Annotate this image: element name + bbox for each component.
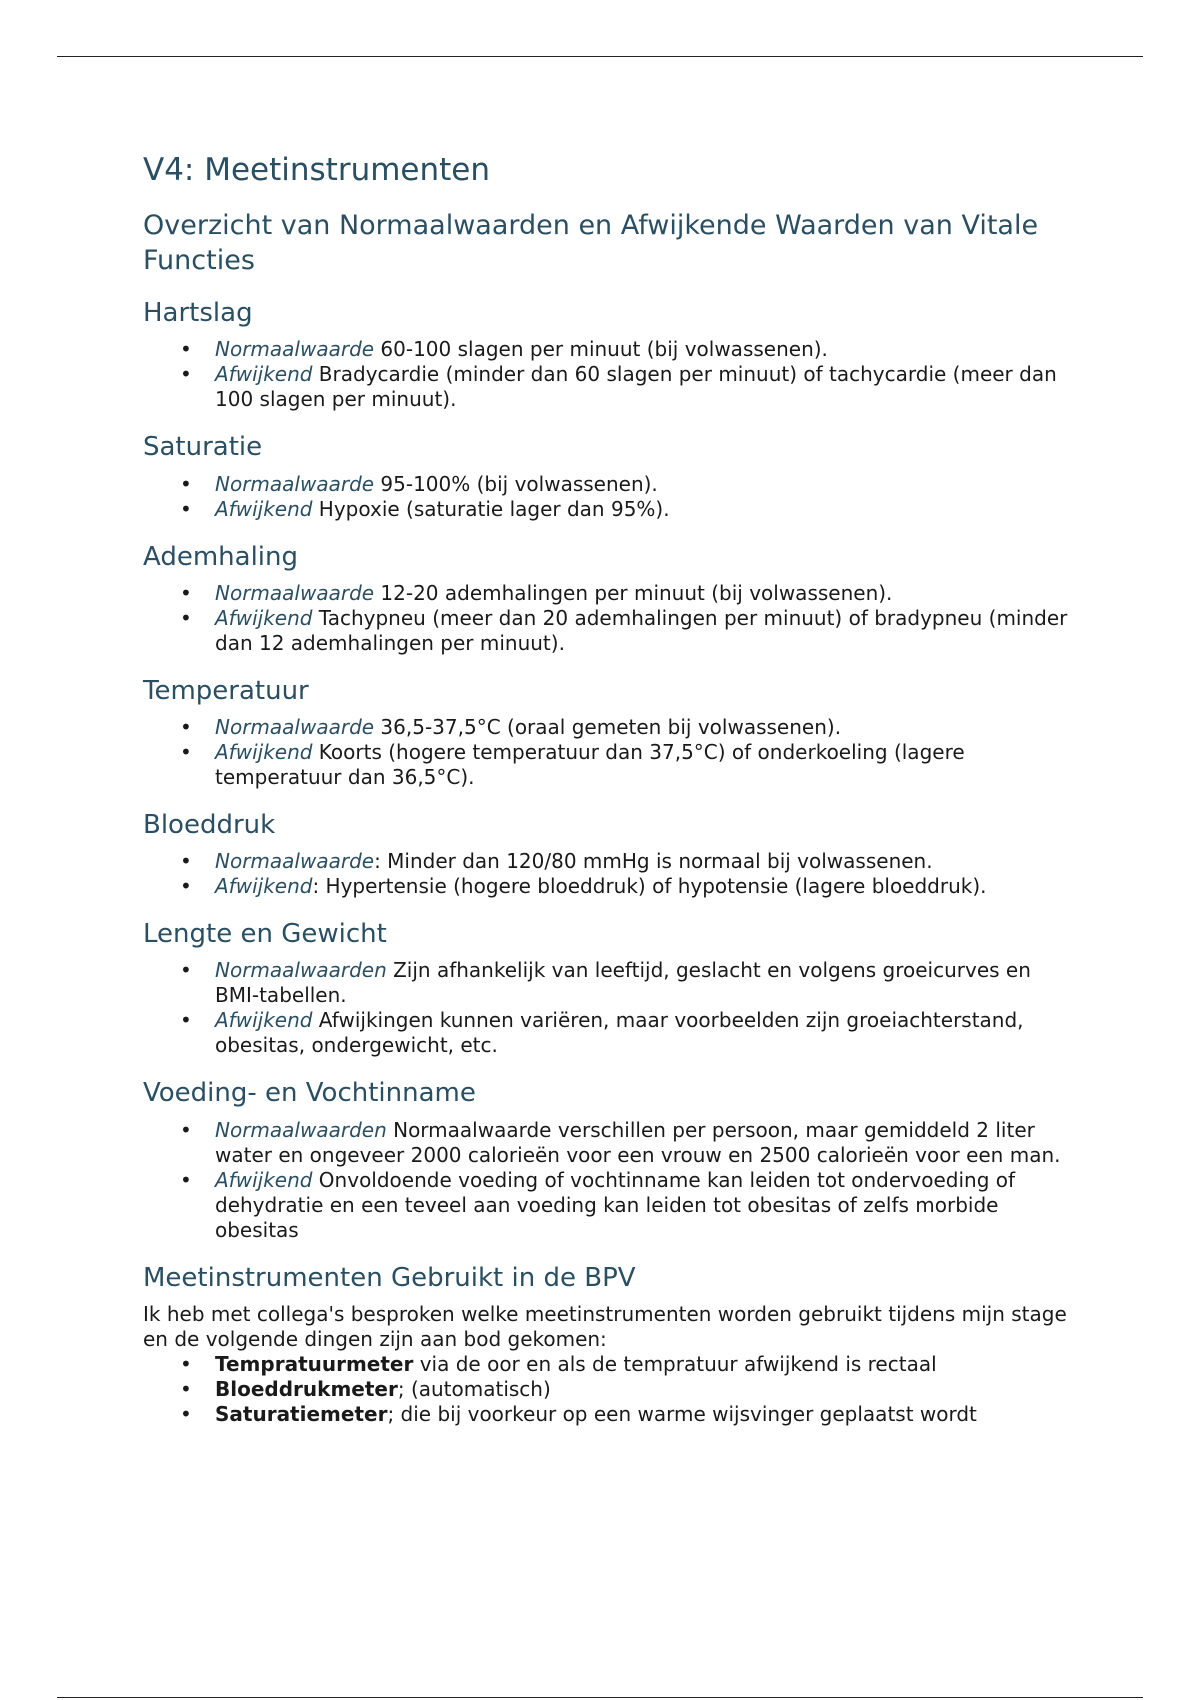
item-text: Onvoldoende voeding of vochtinname kan leiden tot ondervoeding of dehydratie en een teveel aan voeding kan leiden tot obesitas of zelfs morbide obesitas	[215, 1167, 1016, 1242]
item-text: Tachypneu (meer dan 20 ademhalingen per minuut) of bradypneu (minder dan 12 ademhalingen per minuut).	[215, 605, 1068, 655]
section-bpv	[143, 1263, 1073, 1427]
item-text: : Minder dan 120/80 mmHg is normaal bij volwassenen.	[374, 849, 933, 874]
item-label: Normaalwaarden	[215, 1117, 387, 1142]
page-title: V4: Meetinstrumenten	[143, 152, 491, 188]
item-label: Normaalwaarden	[215, 958, 387, 983]
item-text: Zijn afhankelijk van leeftijd, geslacht en volgens groeicurves en BMI-tabellen.	[215, 958, 1031, 1008]
value-list	[143, 1118, 1073, 1243]
list-item	[215, 874, 1073, 899]
header-rule	[57, 56, 1143, 57]
instrument-name: Tempratuurmeter	[215, 1351, 414, 1376]
item-text: 60-100 slagen per minuut (bij volwassenen).	[374, 337, 828, 362]
section-temperatuur	[143, 676, 1073, 790]
item-label: Normaalwaarde	[215, 580, 375, 605]
item-label: Afwijkend	[215, 605, 313, 630]
item-label: Normaalwaarde	[215, 471, 375, 496]
instrument-name: Saturatiemeter	[215, 1401, 388, 1426]
item-text: 36,5-37,5°C (oraal gemeten bij volwassenen).	[374, 715, 842, 740]
document-body	[143, 152, 1073, 1427]
section-ademhaling	[143, 542, 1073, 656]
list-item	[215, 581, 1073, 606]
value-list	[143, 849, 1073, 899]
instrument-name: Bloeddrukmeter	[215, 1376, 398, 1401]
list-item	[215, 337, 1073, 362]
list-item	[215, 1352, 1073, 1377]
list-item	[215, 849, 1073, 874]
list-item	[215, 497, 1073, 522]
item-text: 12-20 ademhalingen per minuut (bij volwassenen).	[374, 580, 893, 605]
section-voeding-en-vochtinname	[143, 1078, 1073, 1242]
item-label: Normaalwaarde	[215, 849, 375, 874]
section-heading: Temperatuur	[143, 675, 309, 706]
section-heading: Meetinstrumenten Gebruikt in de BPV	[143, 1262, 636, 1293]
item-label: Afwijkend	[215, 740, 313, 765]
section-bloeddruk	[143, 810, 1073, 899]
value-list	[143, 337, 1073, 412]
list-item	[215, 715, 1073, 740]
section-heading: Voeding- en Vochtinname	[143, 1078, 476, 1109]
value-list	[143, 958, 1073, 1058]
section-heading: Bloeddruk	[143, 810, 276, 841]
section-heading: Lengte en Gewicht	[143, 919, 387, 950]
instrument-text: ; (automatisch)	[397, 1376, 551, 1401]
section-saturatie	[143, 432, 1073, 521]
section-lengte-en-gewicht	[143, 919, 1073, 1058]
instrument-text: via de oor en als de tempratuur afwijkend is rectaal	[413, 1351, 937, 1376]
item-label: Afwijkend	[215, 1008, 313, 1033]
section-heading: Hartslag	[143, 298, 253, 329]
section-hartslag	[143, 298, 1073, 412]
item-text: Koorts (hogere temperatuur dan 37,5°C) of onderkoeling (lagere temperatuur dan 36,5°C).	[215, 740, 965, 790]
item-label: Afwijkend	[215, 1167, 313, 1192]
list-item	[215, 1168, 1073, 1243]
value-list	[143, 472, 1073, 522]
list-item	[215, 1118, 1073, 1168]
bpv-intro: Ik heb met collega's besproken welke meetinstrumenten worden gebruikt tijdens mijn stage en de volgende dingen zijn aan bod gekomen:	[143, 1301, 1067, 1351]
list-item	[215, 362, 1073, 412]
footer-rule	[57, 1697, 1143, 1698]
item-text: Hypoxie (saturatie lager dan 95%).	[312, 496, 670, 521]
list-item	[215, 606, 1073, 656]
item-text: Afwijkingen kunnen variëren, maar voorbeelden zijn groeiachterstand, obesitas, ondergewicht, etc.	[215, 1008, 1024, 1058]
list-item	[215, 1377, 1073, 1402]
list-item	[215, 1008, 1073, 1058]
value-list	[143, 715, 1073, 790]
list-item	[215, 1402, 1073, 1427]
item-text: 95-100% (bij volwassenen).	[374, 471, 658, 496]
item-text: Bradycardie (minder dan 60 slagen per minuut) of tachycardie (meer dan 100 slagen per minuut).	[215, 362, 1057, 412]
item-text: Normaalwaarde verschillen per persoon, maar gemiddeld 2 liter water en ongeveer 2000 calorieën voor een vrouw en 2500 calorieën voor een man.	[215, 1117, 1061, 1167]
item-text: : Hypertensie (hogere bloeddruk) of hypotensie (lagere bloeddruk).	[312, 874, 987, 899]
list-item	[215, 958, 1073, 1008]
page-subtitle: Overzicht van Normaalwaarden en Afwijkende Waarden van Vitale Functies	[143, 210, 1039, 276]
item-label: Normaalwaarde	[215, 715, 375, 740]
instrument-text: ; die bij voorkeur op een warme wijsvinger geplaatst wordt	[387, 1401, 977, 1426]
value-list	[143, 581, 1073, 656]
list-item	[215, 472, 1073, 497]
item-label: Afwijkend	[215, 362, 313, 387]
item-label: Normaalwaarde	[215, 337, 375, 362]
section-heading: Ademhaling	[143, 541, 298, 572]
instrument-list	[143, 1352, 1073, 1427]
item-label: Afwijkend	[215, 874, 313, 899]
section-heading: Saturatie	[143, 432, 263, 463]
list-item	[215, 740, 1073, 790]
item-label: Afwijkend	[215, 496, 313, 521]
